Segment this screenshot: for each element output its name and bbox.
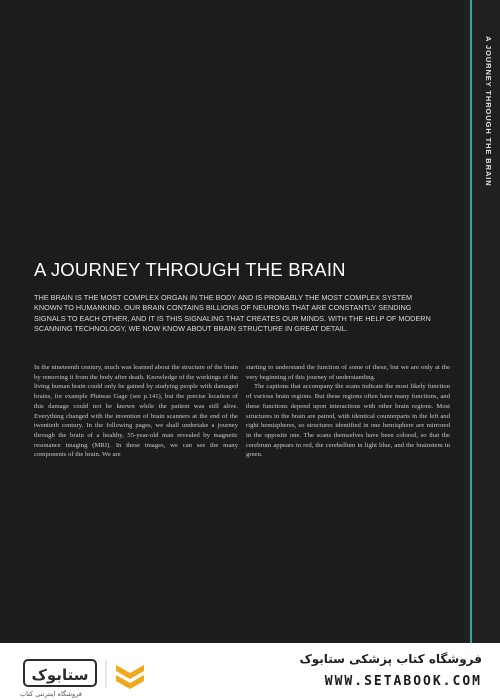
page-title: A JOURNEY THROUGH THE BRAIN (34, 259, 346, 280)
body-paragraph: The captions that accompany the scans indicate the most likely function of various brain regions. But these regions often have many functions, and these functions depend upon interactions with other brain regions. Most structures in the brain are paired, with identical counterparts in the left and right hemispheres, so structures identified in one hemisphere are mirrored in the opposite one. The scans themselves have been colored, so that the cerebrum appears in red, the cerebellum in light blue, and the brainstem in green. (246, 383, 450, 459)
shop-name: فروشگاه کتاب پزشکی ستابوک (299, 652, 482, 666)
body-paragraph: In the nineteenth century, much was learned about the structure of the brain by removing it from the body after death. Knowledge of the workings of the living human brain could only be gained by studying people with damaged brains, for example Phineas Gage (see p.141), but the precise location of this damage could not be known while the patient was still alive. Everything changed with the invention of brain scanners at the end of the twentieth century. In the following pages, we shall undertake a journey through the brain of a healthy, 55-year-old man revealed by magnetic resonance imaging (MRI). In these images, we can see the many components of the brain. We are (34, 364, 238, 459)
intro-paragraph: THE BRAIN IS THE MOST COMPLEX ORGAN IN THE BODY AND IS PROBABLY THE MOST COMPLEX SYSTEM KNOWN TO HUMANKIND. OUR BRAIN CONTAINS BILLIONS OF NEURONS THAT ARE CONSTANTLY SENDING SIGNALS TO EACH OTHER, AND IT IS THIS SIGNALING THAT CREATES OUR MINDS. WITH THE HELP OF MODERN SCANNING TECHNOLOGY, WE NOW KNOW ABOUT BRAIN STRUCTURE IN GREAT DETAIL. (34, 293, 431, 333)
body-column-right (246, 363, 450, 460)
setabook-logo[interactable] (20, 656, 170, 692)
shop-url-link[interactable]: WWW.SETABOOK.COM (324, 674, 482, 689)
chevron-icon (116, 665, 144, 679)
logo-text: ستابوک (31, 666, 89, 684)
logo-subtitle: فروشگاه اینترنتی کتاب (20, 690, 82, 698)
sidebar-accent-line (470, 0, 472, 643)
running-head: A JOURNEY THROUGH THE BRAIN (484, 36, 493, 187)
body-column-left (34, 363, 238, 460)
body-paragraph: starting to understand the function of some of these, but we are only at the very beginning of this journey of understanding. (246, 364, 450, 381)
